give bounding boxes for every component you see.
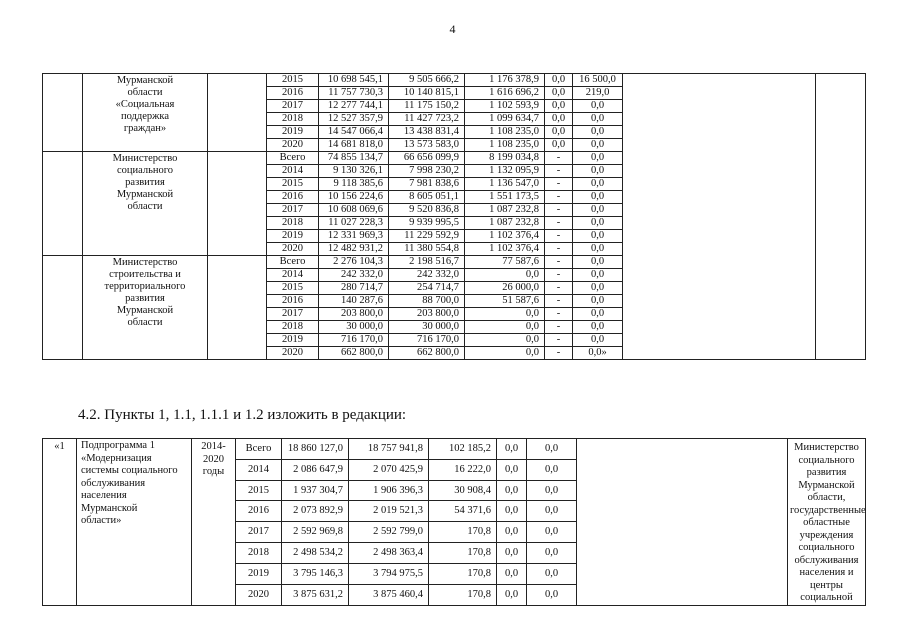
executor-name-line: Мурманской <box>116 189 174 200</box>
table-cell: 0,0 <box>465 308 545 321</box>
page-number: 4 <box>449 22 456 36</box>
table-cell: 2014 <box>267 269 319 282</box>
table-cell: 2 498 363,4 <box>349 543 429 564</box>
table-cell: 1 102 593,9 <box>465 100 545 113</box>
table-cell: 2014 <box>267 165 319 178</box>
table-cell: 0,0 <box>527 501 577 522</box>
table-cell: 8 605 051,1 <box>389 191 465 204</box>
table-cell: 2017 <box>267 308 319 321</box>
table-cell: - <box>545 152 573 165</box>
table-cell: 51 587,6 <box>465 295 545 308</box>
table-cell: 10 698 545,1 <box>319 74 389 87</box>
period-line: 2020 <box>203 453 224 465</box>
subprogram-name-line: Подпрограмма 1 <box>81 440 155 451</box>
subprogram-name-line: Мурманской <box>81 502 138 514</box>
table-cell: 0,0 <box>465 347 545 360</box>
table-cell: 77 587,6 <box>465 256 545 269</box>
table-cell: 2015 <box>267 74 319 87</box>
table-cell: 11 175 150,2 <box>389 100 465 113</box>
table-cell: 11 427 723,2 <box>389 113 465 126</box>
table-cell: 88 700,0 <box>389 295 465 308</box>
table-cell: 0,0 <box>573 139 623 152</box>
table-cell: 1 176 378,9 <box>465 74 545 87</box>
table-cell: - <box>545 282 573 295</box>
table-cell: 254 714,7 <box>389 282 465 295</box>
table-cell: 9 520 836,8 <box>389 204 465 217</box>
table-cell: 0,0 <box>573 321 623 334</box>
table-cell: 0,0 <box>527 439 577 460</box>
table-cell: 9 118 385,6 <box>319 178 389 191</box>
table-cell: 14 681 818,0 <box>319 139 389 152</box>
table-cell: 219,0 <box>573 87 623 100</box>
executor-list-line: области, <box>807 492 846 503</box>
executor-name-line: строительства и <box>109 269 181 280</box>
period-cell <box>208 152 267 256</box>
indicator-cell <box>623 74 816 360</box>
row-number-cell <box>43 74 83 152</box>
table-cell: - <box>545 308 573 321</box>
table-cell: 0,0 <box>527 563 577 584</box>
table-cell: 2 276 104,3 <box>319 256 389 269</box>
table-cell: 2020 <box>267 347 319 360</box>
table-cell: 2018 <box>267 217 319 230</box>
table-cell: 30 908,4 <box>429 480 497 501</box>
table-cell: 1 906 396,3 <box>349 480 429 501</box>
table-cell: 0,0 <box>545 100 573 113</box>
table-cell: 0,0 <box>465 334 545 347</box>
table-row <box>43 74 866 87</box>
table-cell: 203 800,0 <box>319 308 389 321</box>
table-cell: 0,0 <box>573 204 623 217</box>
table-cell: - <box>545 204 573 217</box>
executor-name-line: граждан» <box>123 123 167 134</box>
table-cell: 0,0 <box>573 295 623 308</box>
table-cell: 0,0 <box>573 178 623 191</box>
executor-name-line: развития <box>125 293 165 304</box>
table-cell: - <box>545 321 573 334</box>
period <box>192 439 236 606</box>
table-cell: 9 130 326,1 <box>319 165 389 178</box>
table-cell: 18 757 941,8 <box>349 439 429 460</box>
table-cell: 0,0 <box>573 256 623 269</box>
table-cell: 1 616 696,2 <box>465 87 545 100</box>
executor-list-line: социального <box>798 542 855 553</box>
period-cell <box>208 74 267 152</box>
subprogram-name-line: населения <box>81 490 127 501</box>
table-cell: 170,8 <box>429 543 497 564</box>
table-cell: 2019 <box>267 334 319 347</box>
executor-name-line: Мурманской <box>116 305 174 316</box>
table-cell: 16 500,0 <box>573 74 623 87</box>
table-cell: 2019 <box>236 563 282 584</box>
table-cell: 30 000,0 <box>389 321 465 334</box>
table-cell: 8 199 034,8 <box>465 152 545 165</box>
table-cell: 0,0 <box>497 439 527 460</box>
row-number: «1 <box>43 439 77 606</box>
table-cell: 9 505 666,2 <box>389 74 465 87</box>
table-cell: 662 800,0 <box>319 347 389 360</box>
table-cell: 9 939 995,5 <box>389 217 465 230</box>
table-cell: - <box>545 269 573 282</box>
table-cell: - <box>545 243 573 256</box>
table-cell: 2018 <box>267 113 319 126</box>
subprogram-name-line: области» <box>81 515 122 526</box>
period-line: годы <box>202 466 225 477</box>
table-cell: 1 102 376,4 <box>465 230 545 243</box>
table-cell: 2 019 521,3 <box>349 501 429 522</box>
executor-list-line: развития <box>806 467 847 478</box>
subprogram-name-line: обслуживания <box>81 477 146 489</box>
table-cell: - <box>545 347 573 360</box>
table-cell: 7 998 230,2 <box>389 165 465 178</box>
executor-name-line: поддержка <box>120 111 170 122</box>
table-cell: 0,0 <box>573 243 623 256</box>
funding-table-continued <box>42 73 866 360</box>
table-cell: 0,0 <box>573 308 623 321</box>
table-cell: 0,0 <box>527 522 577 543</box>
table-cell: 2 498 534,2 <box>282 543 349 564</box>
table-cell: 2019 <box>267 230 319 243</box>
table-cell: 1 102 376,4 <box>465 243 545 256</box>
table-row <box>43 439 866 460</box>
table-cell: 10 608 069,6 <box>319 204 389 217</box>
table-cell: 0,0 <box>545 139 573 152</box>
table-cell: 1 108 235,0 <box>465 126 545 139</box>
table-cell: 0,0 <box>497 584 527 605</box>
table-cell: 13 573 583,0 <box>389 139 465 152</box>
executor-name-line: области <box>127 87 163 98</box>
executor-name-line: «Социальная <box>115 99 175 110</box>
table-cell: - <box>545 230 573 243</box>
subprogram-name-line: системы социального <box>81 465 178 476</box>
executor-list-line: Мурманской <box>798 479 855 491</box>
table-cell: - <box>545 295 573 308</box>
table-cell: 0,0 <box>573 269 623 282</box>
table-cell: 2018 <box>267 321 319 334</box>
period-cell <box>208 256 267 360</box>
table-cell: 3 875 460,4 <box>349 584 429 605</box>
table-cell: 30 000,0 <box>319 321 389 334</box>
table-cell: 12 527 357,9 <box>319 113 389 126</box>
table-cell: Всего <box>267 256 319 269</box>
table-cell: 0,0 <box>573 191 623 204</box>
table-cell: 1 108 235,0 <box>465 139 545 152</box>
table-cell: 0,0 <box>573 113 623 126</box>
table-cell: 1 099 634,7 <box>465 113 545 126</box>
table-cell: 0,0 <box>573 100 623 113</box>
table-cell: 2 592 969,8 <box>282 522 349 543</box>
executor-name <box>83 256 208 360</box>
table-cell: 2018 <box>236 543 282 564</box>
executor-name-line: области <box>127 317 163 328</box>
table-cell: 0,0 <box>545 113 573 126</box>
table-cell: 2 592 799,0 <box>349 522 429 543</box>
table-cell: 74 855 134,7 <box>319 152 389 165</box>
table-cell: 1 136 547,0 <box>465 178 545 191</box>
table-cell: 2019 <box>267 126 319 139</box>
table-cell: 0,0 <box>527 459 577 480</box>
table-cell: - <box>545 165 573 178</box>
table-cell: Всего <box>236 439 282 460</box>
table-cell: 2015 <box>236 480 282 501</box>
table-cell: 2015 <box>267 178 319 191</box>
executor-list-line: Министерство <box>794 442 859 453</box>
executor-cell <box>816 74 866 360</box>
table-cell: 0,0 <box>497 459 527 480</box>
table-cell: 0,0 <box>465 321 545 334</box>
table-cell: 0,0 <box>573 282 623 295</box>
table-cell: 2020 <box>267 139 319 152</box>
table-cell: - <box>545 256 573 269</box>
table-cell: 2016 <box>267 295 319 308</box>
table-cell: 0,0 <box>497 563 527 584</box>
table-cell: 2 198 516,7 <box>389 256 465 269</box>
table-cell: 12 331 969,3 <box>319 230 389 243</box>
executor-name-line: Мурманской <box>116 75 174 86</box>
table-cell: 2017 <box>236 522 282 543</box>
table-cell: 11 027 228,3 <box>319 217 389 230</box>
table-cell: 0,0 <box>573 152 623 165</box>
table-cell: 0,0 <box>545 126 573 139</box>
executor-name <box>83 74 208 152</box>
table-cell: 2 070 425,9 <box>349 459 429 480</box>
executor-list <box>788 439 866 606</box>
table-cell: 2017 <box>267 204 319 217</box>
table-cell: 0,0 <box>573 334 623 347</box>
table-cell: 716 170,0 <box>319 334 389 347</box>
table-cell: 3 794 975,5 <box>349 563 429 584</box>
table-cell: 0,0 <box>465 269 545 282</box>
table-cell: 0,0 <box>497 522 527 543</box>
table-cell: 12 482 931,2 <box>319 243 389 256</box>
table-cell: 2016 <box>236 501 282 522</box>
table-cell: 11 229 592,9 <box>389 230 465 243</box>
executor-name-line: территориального <box>104 281 186 292</box>
executor-list-line: населения и центры <box>799 567 854 591</box>
table-cell: - <box>545 217 573 230</box>
table-cell: 0,0 <box>497 480 527 501</box>
section-heading: 4.2. Пункты 1, 1.1, 1.1.1 и 1.2 изложить в редакции: <box>78 407 407 423</box>
table-cell: 10 156 224,6 <box>319 191 389 204</box>
table-cell: - <box>545 191 573 204</box>
subprogram-name-line: «Модернизация <box>81 452 152 464</box>
table-cell: 13 438 831,4 <box>389 126 465 139</box>
table-cell: 16 222,0 <box>429 459 497 480</box>
table-cell: 10 140 815,1 <box>389 87 465 100</box>
table-cell: 0,0 <box>573 126 623 139</box>
table-cell: 170,8 <box>429 522 497 543</box>
table-cell: 662 800,0 <box>389 347 465 360</box>
table-cell: 26 000,0 <box>465 282 545 295</box>
table-cell: 2020 <box>267 243 319 256</box>
table-cell: 0,0 <box>573 217 623 230</box>
executor-list-line: областные <box>803 517 850 528</box>
period-line: 2014- <box>201 441 226 452</box>
table-cell: 0,0 <box>497 501 527 522</box>
table-cell: 2015 <box>267 282 319 295</box>
table-cell: 1 937 304,7 <box>282 480 349 501</box>
table-cell: 2 086 647,9 <box>282 459 349 480</box>
table-cell: - <box>545 334 573 347</box>
table-cell: 66 656 099,9 <box>389 152 465 165</box>
table-cell: 2016 <box>267 191 319 204</box>
table-cell: 2020 <box>236 584 282 605</box>
executor-name-line: Министерство <box>112 257 178 268</box>
table-cell: 0,0» <box>573 347 623 360</box>
executor-name-line: развития <box>125 177 165 188</box>
subprogram-name <box>77 439 192 606</box>
executor-list-line: учреждения <box>799 529 854 541</box>
executor-list-line: социальной <box>800 592 853 603</box>
table-cell: 2 073 892,9 <box>282 501 349 522</box>
table-cell: 280 714,7 <box>319 282 389 295</box>
executor-list-line: социального <box>798 454 855 466</box>
table-cell: 7 981 838,6 <box>389 178 465 191</box>
table-cell: 1 132 095,9 <box>465 165 545 178</box>
executor-name-line: Министерство <box>112 153 178 164</box>
executor-list-line: государственные <box>790 504 866 516</box>
table-cell: 1 551 173,5 <box>465 191 545 204</box>
table-cell: 11 757 730,3 <box>319 87 389 100</box>
table-cell: 1 087 232,8 <box>465 204 545 217</box>
table-cell: 0,0 <box>527 584 577 605</box>
table-cell: 716 170,0 <box>389 334 465 347</box>
table-cell: 2016 <box>267 87 319 100</box>
table-cell: 14 547 066,4 <box>319 126 389 139</box>
table-cell: 54 371,6 <box>429 501 497 522</box>
table-cell: 1 087 232,8 <box>465 217 545 230</box>
table-cell: 0,0 <box>497 543 527 564</box>
table-cell: 11 380 554,8 <box>389 243 465 256</box>
table-cell: - <box>545 178 573 191</box>
table-cell: 12 277 744,1 <box>319 100 389 113</box>
table-cell: 102 185,2 <box>429 439 497 460</box>
table-cell: 2017 <box>267 100 319 113</box>
indicator-cell <box>577 439 788 606</box>
table-cell: 170,8 <box>429 563 497 584</box>
executor-list-line: обслуживания <box>794 554 859 566</box>
table-cell: 3 795 146,3 <box>282 563 349 584</box>
table-cell: 140 287,6 <box>319 295 389 308</box>
table-cell: 0,0 <box>573 230 623 243</box>
table-cell: 170,8 <box>429 584 497 605</box>
row-number-cell <box>43 256 83 360</box>
table-cell: 203 800,0 <box>389 308 465 321</box>
table-cell: 242 332,0 <box>319 269 389 282</box>
subprogram-table <box>42 438 866 606</box>
table-cell: 18 860 127,0 <box>282 439 349 460</box>
table-cell: 0,0 <box>573 165 623 178</box>
table-cell: 0,0 <box>545 87 573 100</box>
executor-name <box>83 152 208 256</box>
table-cell: 3 875 631,2 <box>282 584 349 605</box>
table-cell: 0,0 <box>527 480 577 501</box>
table-cell: 0,0 <box>545 74 573 87</box>
row-number-cell <box>43 152 83 256</box>
table-cell: 242 332,0 <box>389 269 465 282</box>
executor-name-line: области <box>127 201 163 212</box>
executor-name-line: социального <box>116 165 174 176</box>
table-cell: Всего <box>267 152 319 165</box>
table-cell: 0,0 <box>527 543 577 564</box>
table-cell: 2014 <box>236 459 282 480</box>
